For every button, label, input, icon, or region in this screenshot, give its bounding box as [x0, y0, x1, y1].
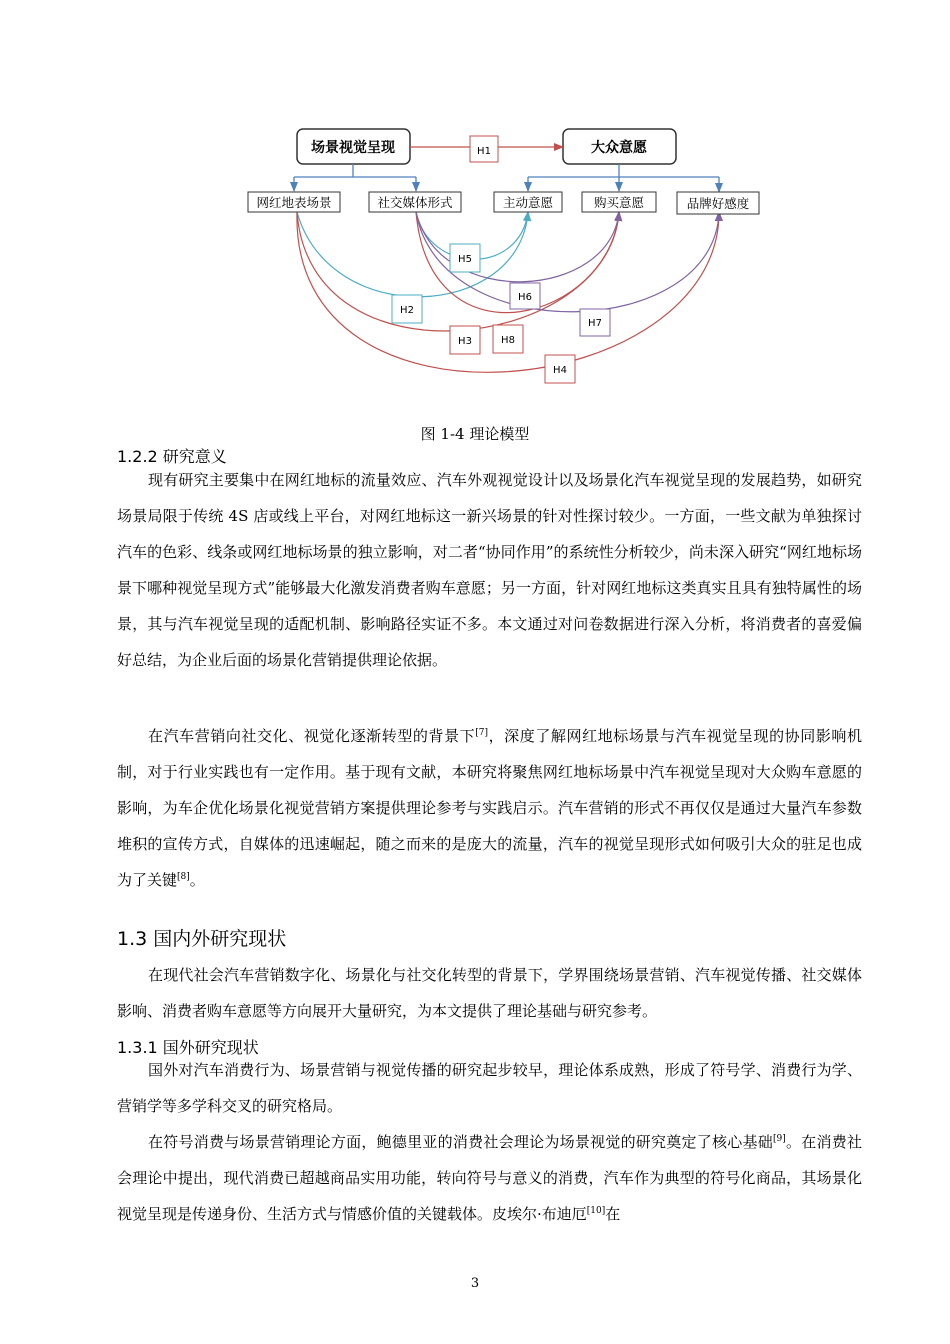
h3-label: H3 — [458, 336, 472, 347]
citation-7: [7] — [475, 728, 488, 738]
public-intent-label: 大众意愿 — [591, 140, 647, 156]
section-1-2-2-title: 1.2.2 研究意义 — [117, 447, 227, 466]
citation-10: [10] — [586, 1206, 606, 1216]
purchase-intent-label: 购买意愿 — [593, 195, 645, 210]
p5-text-b: 。在消费社会理论中提出，现代消费已超越商品实用功能，转向符号与意义的消费，汽车作为典型的符号化商品，其场景化视觉呈现是传递身份、生活方式与情感价值的关键载体。皮埃尔·布迪厄 — [117, 1133, 862, 1223]
h2-label: H2 — [400, 305, 414, 316]
section-1-3-1-title: 1.3.1 国外研究现状 — [117, 1038, 259, 1057]
section-1-3-title: 1.3 国内外研究现状 — [117, 928, 287, 950]
right-branch-connector — [528, 164, 719, 186]
paragraph-significance-2 — [117, 718, 862, 898]
figure-caption: 图 1-4 理论模型 — [420, 425, 530, 443]
h6-label: H6 — [518, 292, 532, 303]
h8-label: H8 — [501, 335, 515, 346]
p2-text-a: 在汽车营销向社交化、视觉化逐渐转型的背景下 — [148, 727, 476, 745]
h5-label: H5 — [458, 254, 472, 265]
h1-label: H1 — [477, 146, 491, 157]
social-media-label: 社交媒体形式 — [377, 195, 453, 210]
page-number: 3 — [470, 1276, 480, 1291]
scene-visual-label: 场景视觉呈现 — [311, 140, 395, 156]
p2-text-b: ，深度了解网红地标场景与汽车视觉呈现的协同影响机制，对于行业实践也有一定作用。基于现有文献，本研究将聚焦网红地标场景中汽车视觉呈现对大众购车意愿的影响，为车企优化场景化视觉营销方案提供理论参考与实践启示。汽车营销的形式不再仅仅是通过大量汽车参数堆积的宣传方式，自媒体的迅速崛起，随之而来的是庞大的流量，汽车的视觉呈现形式如何吸引大众的驻足也成为了关键 — [117, 727, 862, 889]
paragraph-research-status: 在现代社会汽车营销数字化、场景化与社交化转型的背景下，学界围绕场景营销、汽车视觉传播、社交媒体影响、消费者购车意愿等方向展开大量研究，为本文提供了理论基础与研究参考。 — [117, 966, 862, 1020]
p5-text-c: 在 — [605, 1205, 621, 1223]
paragraph-foreign-status-2 — [117, 1124, 862, 1232]
p2-text-c: 。 — [189, 871, 205, 889]
h4-label: H4 — [553, 365, 567, 376]
h7-label: H7 — [588, 318, 602, 329]
active-intent-label: 主动意愿 — [502, 195, 554, 210]
h2-path — [297, 212, 528, 297]
paragraph-foreign-status-1: 国外对汽车消费行为、场景营销与视觉传播的研究起步较早，理论体系成熟，形成了符号学、消费行为学、营销学等多学科交叉的研究格局。 — [117, 1061, 862, 1115]
citation-9: [9] — [773, 1134, 786, 1144]
paragraph-significance-1: 现有研究主要集中在网红地标的流量效应、汽车外观视觉设计以及场景化汽车视觉呈现的发展趋势，如研究场景局限于传统 4S 店或线上平台，对网红地标这一新兴场景的针对性探讨较少。一方面，一些文献为单独探讨汽车的色彩、线条或网红地标场景的独立影响，对二者“协同作用”的系统性分析较少，尚未深入研究“网红地标场景下哪种视觉呈现方式”能够最大化激发消费者购车意愿；另一方面，针对网红地标这类真实且具有独特属性的场景，其与汽车视觉呈现的适配机制、影响路径实证不多。本文通过对问卷数据进行深入分析，将消费者的喜爱偏好总结，为企业后面的场景化营销提供理论依据。 — [117, 471, 862, 669]
left-branch-connector — [294, 164, 416, 190]
brand-favor-label: 品牌好感度 — [686, 196, 750, 211]
landmark-scene-label: 网红地表场景 — [256, 195, 332, 210]
theory-model-diagram — [0, 0, 950, 420]
citation-8: [8] — [177, 872, 190, 882]
p5-text-a: 在符号消费与场景营销理论方面，鲍德里亚的消费社会理论为场景视觉的研究奠定了核心基础 — [148, 1133, 774, 1151]
